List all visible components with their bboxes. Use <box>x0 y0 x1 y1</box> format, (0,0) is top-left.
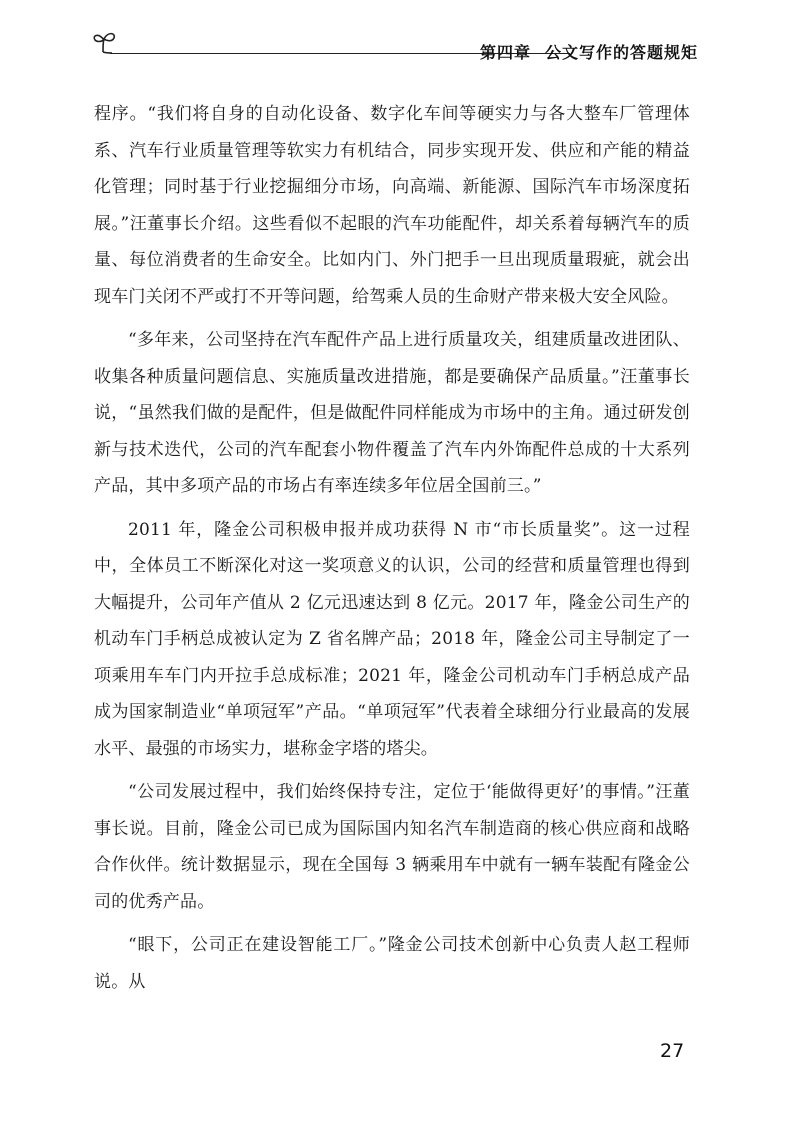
paragraph-1: 程序。“我们将自身的自动化设备、数字化车间等硬实力与各大整车厂管理体系、汽车行业质量管理等软实力有机结合，同步实现开发、供应和产能的精益化管理；同时基于行业挖掘细分市场，向高端、新能源、国际汽车市场深度拓展。”汪董事长介绍。这些看似不起眼的汽车功能配件，却关系着每辆汽车的质量、每位消费者的生命安全。比如内门、外门把手一旦出现质量瑕疵，就会出现车门关闭不严或打不开等问题，给驾乘人员的生命财产带来极大安全风险。 <box>94 104 690 307</box>
chapter-number: 第四章 <box>479 43 531 62</box>
chapter-title: 公文写作的答题规矩 <box>544 43 698 62</box>
body-text <box>94 96 690 1007</box>
running-header <box>92 30 698 64</box>
page-number: 27 <box>660 1040 685 1062</box>
paragraph-2: “多年来，公司坚持在汽车配件产品上进行质量攻关，组建质量改进团队、收集各种质量问题信息、实施质量改进措施，都是要确保产品质量。”汪董事长说，“虽然我们做的是配件，但是做配件同样能成为市场中的主角。通过研发创新与技术迭代，公司的汽车配套小物件覆盖了汽车内外饰配件总成的十大系列产品，其中多项产品的市场占有率连续多年位居全国前三。” <box>94 330 690 496</box>
paragraph-4: “公司发展过程中，我们始终保持专注，定位于‘能做得更好’的事情。”汪董事长说。目前，隆金公司已成为国际国内知名汽车制造商的核心供应商和战略合作伙伴。统计数据显示，现在全国每 3 辆乘用车中就有一辆车装配有隆金公司的优秀产品。 <box>94 782 690 912</box>
paragraph-3: 2011 年，隆金公司积极申报并成功获得 N 市“市长质量奖”。这一过程中，全体员工不断深化对这一奖项意义的认识，公司的经营和质量管理也得到大幅提升，公司年产值从 2 亿元迅速达到 8 亿元。2017 年，隆金公司生产的机动车门手柄总成被认定为 Z 省名牌产品；2018 年，隆金公司主导制定了一项乘用车车门内开拉手总成标准；2021 年，隆金公司机动车门手柄总成产品成为国家制造业“单项冠军”产品。“单项冠军”代表着全球细分行业最高的发展水平、最强的市场实力，堪称金字塔的塔尖。 <box>94 519 690 759</box>
chapter-heading <box>480 40 698 63</box>
paragraph-5: “眼下，公司正在建设智能工厂。”隆金公司技术创新中心负责人赵工程师说。从 <box>94 935 690 992</box>
